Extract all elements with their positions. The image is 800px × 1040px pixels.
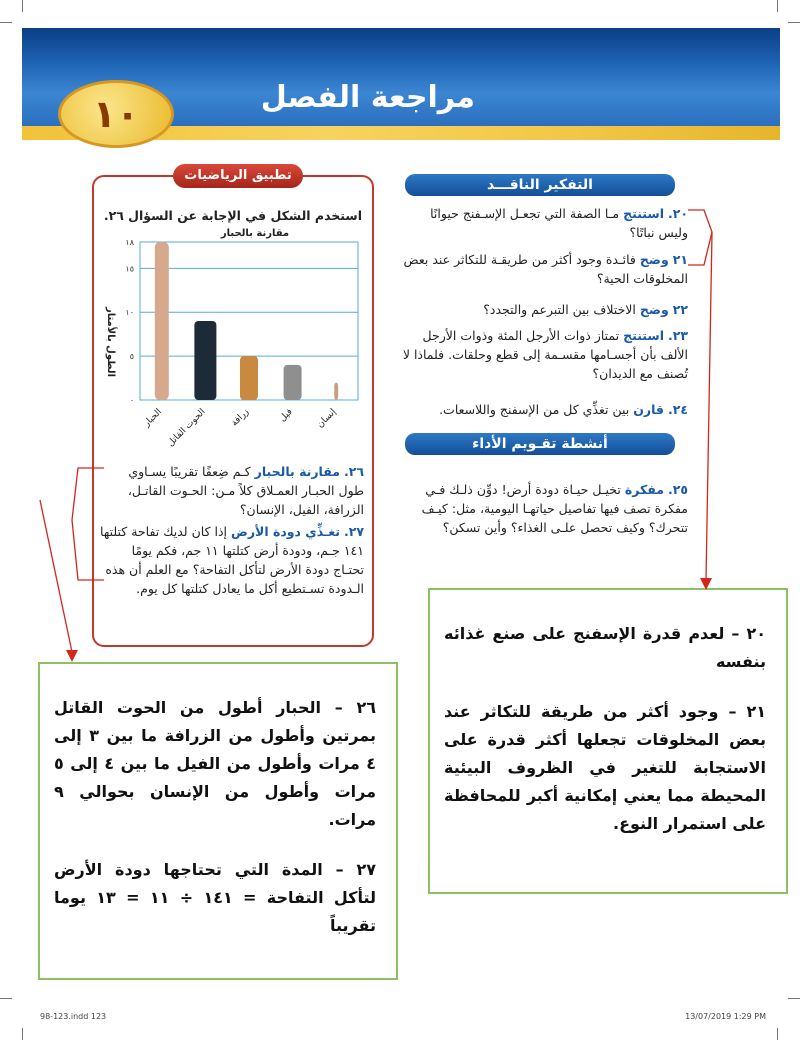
question-number: ٢٢ bbox=[672, 302, 688, 317]
question-keyword: قارن bbox=[633, 402, 664, 417]
chapter-number-badge: ١٠ bbox=[58, 80, 174, 148]
question-text: إذا كان لديك تفاحة كتلتها ١٤١ جـم، ودودة أرض كتلتها ١١ جم، فكم يومًا تحتـاج دودة الأرض لتأكل التفاحة؟ مع العلم أن هذه الـدودة تسـتطيع أكل ما يعادل كتلتها كل يوم. bbox=[100, 524, 364, 596]
footer-file: 98-123.indd 123 bbox=[40, 1012, 107, 1021]
question-number: ٢٥. bbox=[667, 482, 688, 497]
chart-x-label: فيل bbox=[277, 407, 295, 424]
question-23 bbox=[400, 326, 688, 383]
answer-26: ٢٦ – الحبار أطول من الحوت القاتل بمرتين وأطول من الزرافة ما بين ٣ إلى ٤ مرات وأطول من الفيل ما بين ٤ إلى ٥ مرات وأطول من الإنسان بحوالي ٩ مرات. bbox=[54, 698, 377, 829]
crop-mark bbox=[788, 22, 800, 23]
question-22 bbox=[400, 300, 688, 319]
question-21 bbox=[400, 250, 688, 288]
crop-mark bbox=[22, 0, 23, 12]
footer-date: 13/07/2019 1:29 PM bbox=[685, 1012, 766, 1021]
question-keyword: وضح bbox=[639, 302, 669, 317]
answer-box-20-21 bbox=[428, 588, 788, 894]
performance-heading: أنشطة تقـويم الأداء bbox=[405, 433, 675, 455]
crop-mark bbox=[0, 22, 12, 23]
chart-bar bbox=[284, 365, 302, 400]
question-25 bbox=[400, 480, 688, 537]
question-27 bbox=[100, 522, 364, 598]
question-number: ٢٦. bbox=[343, 464, 364, 479]
question-number: ٢٤. bbox=[667, 402, 688, 417]
chart-y-tick-label: ١٨ bbox=[125, 238, 134, 247]
answer-27: ٢٧ – المدة التي تحتاجها دودة الأرض لتأكل التفاحة = ١٤١ ÷ ١١ = ١٣ يوما تقريباً bbox=[54, 860, 377, 935]
question-number: ٢٧. bbox=[343, 524, 364, 539]
question-keyword: وضح bbox=[639, 252, 669, 267]
question-keyword: مقارنة بالحبار bbox=[254, 464, 340, 479]
chart-title: مقارنة بالحبار bbox=[220, 228, 290, 239]
answer-21: ٢١ – وجود أكثر من طريقة للتكاثر عند بعض المخلوقات تجعلها أكثر قدرة على الاستجابة للتغير في الظروف البيئية المحيطة مما يعني إمكانية أكبر للمحافظة على استمرار النوع. bbox=[444, 702, 766, 833]
crop-mark bbox=[777, 0, 778, 12]
question-keyword: استنتج bbox=[623, 328, 664, 343]
chart-y-ticks bbox=[125, 238, 134, 405]
chart-x-labels bbox=[141, 407, 338, 449]
question-keyword: تغـذِّي دودة الأرض bbox=[231, 524, 340, 539]
chart-x-label: إنسان bbox=[315, 407, 339, 430]
question-number: ٢٠. bbox=[667, 206, 688, 221]
math-heading: تطبيق الرياضيات bbox=[173, 164, 303, 188]
question-text: مـا الصفة التي تجعـل الإسـفنج حيوانًا وليس نباتًا؟ bbox=[430, 206, 688, 240]
question-keyword: مفكرة bbox=[624, 482, 664, 497]
answer-box-26-27 bbox=[38, 662, 398, 980]
question-text: تمتاز ذوات الأرجل المئة وذوات الأرجل الألف بأن أجسـامها مقسـمة إلى قطع وحلقات. فلماذا لا تُصنف مع الديدان؟ bbox=[402, 328, 688, 381]
chart-bar bbox=[334, 382, 338, 400]
chart-x-label: الحوت القاتل bbox=[165, 407, 208, 449]
question-number: ٢٣. bbox=[667, 328, 688, 343]
question-text: تخيـل حيـاة دودة أرض! دوِّن ذلـك فـي مفكرة تصف فيها تفاصيل حياتهـا اليومية، مثل: كيـف تتحرك؟ وكيف تحصل علـى الغذاء؟ وأين تسكن؟ bbox=[421, 482, 688, 535]
chart-bar bbox=[155, 242, 169, 400]
question-keyword: استنتج bbox=[623, 206, 664, 221]
chart-bars bbox=[155, 242, 338, 400]
chart-y-tick-label: ١٠ bbox=[125, 308, 134, 318]
question-26 bbox=[100, 462, 364, 519]
critical-thinking-heading: التفكير الناقـــد bbox=[405, 174, 675, 196]
crop-mark bbox=[22, 1028, 23, 1040]
chart-y-tick-label: ١٥ bbox=[125, 264, 134, 274]
chart-y-label: الطول بالأمتار bbox=[105, 306, 116, 378]
math-instruction: استخدم الشكل في الإجابة عن السؤال ٢٦. bbox=[103, 208, 362, 223]
page-title: مراجعة الفصل bbox=[260, 80, 475, 115]
question-text: بين تغذِّي كل من الإسفنج واللاسعات. bbox=[439, 402, 630, 417]
crop-mark bbox=[777, 1028, 778, 1040]
crop-mark bbox=[788, 998, 800, 999]
chart-bar bbox=[240, 356, 258, 400]
chart-x-label: الحبار bbox=[142, 407, 164, 429]
question-24 bbox=[400, 400, 688, 419]
question-text: الاختلاف بين التبرعم والتجدد؟ bbox=[483, 302, 636, 317]
chart-bar bbox=[194, 321, 216, 400]
question-number: ٢١ bbox=[672, 252, 688, 267]
question-text: فائـدة وجود أكثر من طريقـة للتكاثر عند بعض المخلوقات الحية؟ bbox=[403, 252, 688, 286]
question-20 bbox=[400, 204, 688, 242]
squid-comparison-chart bbox=[100, 222, 366, 458]
question-text: كـم ضِعفًا تقريبًا يسـاوي طول الحبـار العمـلاق كلاً مـن: الحـوت القاتـل، الزرافة، الفيل، الإنسان؟ bbox=[127, 464, 364, 517]
crop-mark bbox=[0, 998, 12, 999]
arrow-head bbox=[66, 650, 78, 662]
chart-y-tick-label: ٥ bbox=[129, 352, 134, 362]
answer-20: ٢٠ – لعدم قدرة الإسفنج على صنع غذائه بنفسه bbox=[444, 624, 766, 671]
chart-x-label: زرافة bbox=[229, 407, 252, 429]
chart-y-tick-label: ٠ bbox=[129, 396, 134, 405]
